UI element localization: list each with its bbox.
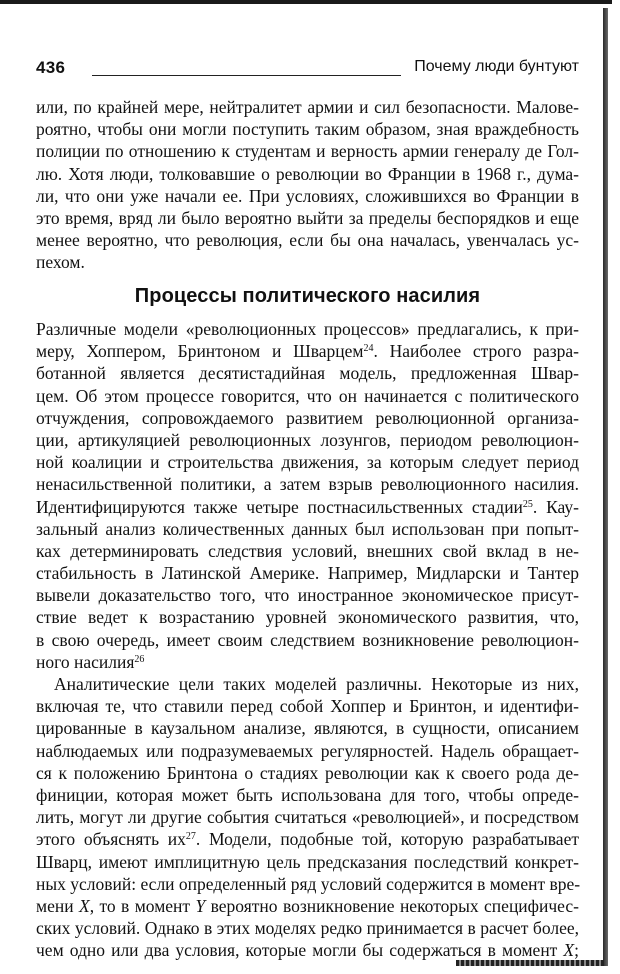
text-line [36,828,579,850]
text-line: отчуждения, сопровождаемого развитием революционной организа- [36,407,579,428]
text-segment: . Наиболее строго разра- [373,341,580,362]
footnote-ref-24: 24 [363,343,374,355]
text-line: Шварц, имеют имплицитную цель предсказания последствий конкрет- [36,851,579,872]
text-line: менее вероятно, что революция, если бы она началась, увенчалась ус- [36,230,579,251]
text-line: пехом. [36,252,85,273]
variable-x: X [563,940,575,961]
text-segment: . Модели, подобные той, которую разрабатывает [195,829,579,850]
text-line: полиции по отношению к студентам и верность армии генералу де Гол- [36,141,579,162]
text-line: ных условий: если определенный ряд условий содержится в момент вре- [36,873,581,894]
text-line: лю. Хотя люди, толковавшие о революции во Франции в 1968 г., дума- [36,163,579,184]
text-segment: , то в момент [89,895,196,916]
text-line: лить, могут ли другие события считаться «революцией», и посредством [36,807,579,828]
text-line: ботанной является десятистадийная модель, предложенная Швар- [36,363,579,384]
text-line: цем. Об этом процессе говорится, что он начинается с политического [36,385,579,406]
text-line: наблюдаемых или подразумеваемых регулярностей. Надель обращает- [36,740,579,761]
page-number: 436 [36,58,66,77]
text-line: стабильность в Латинской Америке. Например, Мидларски и Тантер [36,563,579,584]
text-line: ствие ведет к возрастанию уровней экономического развития, что, [36,607,579,628]
text-line: цированные в каузальном анализе, являются, в сущности, описанием [36,718,579,739]
text-line [36,895,579,917]
text-line: в свою очередь, имеет своим следствием возникновение революцион- [36,629,579,650]
text-line [36,340,579,362]
text-line [36,939,579,961]
text-line: Различные модели «революционных процессов» предлагались, к при- [36,319,579,339]
text-line: это время, вряд ли было вероятно выйти за пределы беспорядков и еще [36,207,579,228]
header-rule [92,75,401,76]
text-line: ских условий. Однако в этих моделях редко принимается в расчет более, [36,918,579,939]
text-line: или, по крайней мере, нейтралитет армии и сил безопасности. Малове- [36,97,579,117]
text-line: вывели доказательство того, что иностранное экономическое присут- [36,585,579,606]
text-line: Аналитические цели таких моделей различны. Некоторые из них, [54,674,579,694]
page-top-edge [0,0,612,4]
book-spine-edge [603,8,608,966]
text-segment: вероятно возникновение некоторых специфичес- [205,895,579,916]
text-line: ненасильственной политики, а затем взрыв революционного насилия. [36,474,579,495]
text-segment: чем одно или два условия, которые могли бы содержаться в момент [36,940,564,961]
text-line: ли, что они уже начали ее. При условиях, сложившихся во Франции в [36,185,579,206]
text-line [36,496,579,518]
text-line: включая те, что ставили перед собой Хоппер и Бринтон, и идентифи- [36,696,579,717]
text-segment: ного насилия [36,651,135,672]
text-segment: мени [36,895,79,916]
text-segment: . Кау- [532,496,579,517]
text-line: ках детерминировать следствия условий, внешних свой вклад в не- [36,540,579,561]
text-segment: этого объяснять их [36,829,186,850]
running-title: Почему люди бунтуют [414,58,579,75]
text-line: ции, артикуляцией революционных лозунгов, периодом революцион- [36,429,579,450]
text-line [36,651,579,673]
paragraph-continuation [36,96,579,274]
text-segment: ; [574,940,579,961]
text-line: ной коалиции и строительства движения, за которым следует период [36,452,579,473]
paragraph-analytic-goals [36,673,579,961]
section-heading: Процессы политического насилия [134,285,481,307]
running-header [36,58,579,82]
footnote-ref-27: 27 [185,831,196,843]
variable-y: Y [195,895,206,916]
text-line: роятно, чтобы они могли поступить таким образом, зная враждебность [36,119,579,140]
text-segment: меру, Хоппером, Бринтоном и Шварцем [36,341,364,362]
text-line: финиции, которая может быть использована для того, чтобы опреде- [36,784,579,805]
text-line: зальный анализ количественных данных был использован при попыт- [36,518,579,539]
variable-x: X [78,895,90,916]
paragraph-models [36,318,579,673]
text-line: ся к положению Бринтона о стадиях революции как к своего рода де- [36,762,579,783]
footnote-ref-26: 26 [134,653,145,665]
footnote-ref-25: 25 [522,498,533,510]
text-segment: Идентифицируются также четыре постнасильственных стадии [36,496,523,517]
